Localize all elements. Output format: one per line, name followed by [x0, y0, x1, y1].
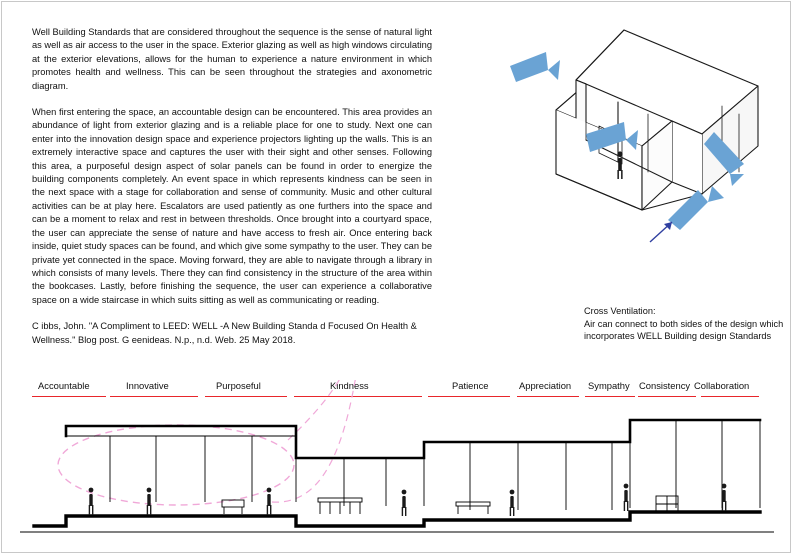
- section-label-sympathy: Sympathy: [588, 380, 630, 391]
- highlight-leader-top: [288, 380, 360, 440]
- section-label-collaboration: Collaboration: [694, 380, 750, 391]
- zoom-highlight-ellipse-icon: [58, 425, 294, 505]
- section-label-innovative: Innovative: [126, 380, 169, 391]
- section-label-appreciation: Appreciation: [519, 380, 572, 391]
- human-figure-icon: [267, 488, 272, 515]
- human-figure-icon: [722, 484, 727, 511]
- section-label-consistency: Consistency: [639, 380, 691, 391]
- axonometric-diagram: [436, 14, 788, 314]
- highlight-leader-bottom: [272, 380, 362, 502]
- section-label-kindness: Kindness: [330, 380, 369, 391]
- human-figure-icon: [624, 484, 629, 511]
- axonometric-svg: [436, 14, 788, 314]
- section-floor-profile: [34, 512, 760, 526]
- paragraph-1: Well Building Standards that are considered throughout the sequence is the sense of natural light as well as air access to the user in the space. Exterior glazing as well as high windows circulating at the exterior elevations, allows for the human to experience a nature environment in which promotes health and wellness. This can be seen throughout the strategies and axonometric diagram.: [32, 27, 432, 91]
- section-label-purposeful: Purposeful: [216, 380, 261, 391]
- citation: C ibbs, John. "A Compliment to LEED: WELL -A New Building Standa d Focused On Health & Wellness." Blog post. G eenideas. N.p., n.d. Web. 25 May 2018.: [32, 321, 417, 345]
- section-svg: [0, 380, 794, 556]
- section-partitions: [110, 420, 760, 510]
- vent-note-body: Air can connect to both sides of the design which incorporates WELL Building design Standards: [584, 318, 784, 342]
- human-figure-icon: [510, 490, 515, 516]
- text-column: [32, 26, 432, 347]
- section-drawing: [0, 380, 794, 556]
- paragraph-2: When first entering the space, an accountable design can be encountered. This area provides an abundance of light from exterior glazing and is a reliable place for one to study. Next one can enter into the innovation design space and experience projectors lighting up the walls. This is an extremely interactive space and captures the user with their sight and other senses. Following this area, a purposeful design aspect of solar panels can be found in order to energize the building components completely. An event space in which represents kindness can be seen in the next space with a stage for collaboration and sense of community. Music and other cultural activities can be at play here. Escalators are used patiently as one furthers into the space and can be a moment to relax and rest in between thresholds. Once brought into a courtyard space, the user can appreciate the sense of nature and have access to fresh air. Once entering back inside, quiet study spaces can be found, and which give some sympathy to the user. They can be private yet connected in the space. Moving forward, they are able to navigate through a library in which consists of many levels. There they can find consistency in the structure of the area within the bookcases. Lastly, before finishing the sequence, the user can experience a collaborative space on a wide staircase in which suits sitting as well as communicating or reading.: [32, 107, 432, 305]
- section-label-patience: Patience: [452, 380, 489, 391]
- cross-ventilation-note: [584, 305, 784, 343]
- human-figure-icon: [89, 488, 94, 515]
- section-roof-profile: [66, 420, 760, 458]
- human-figure-icon: [402, 490, 407, 516]
- section-label-accountable: Accountable: [38, 380, 90, 391]
- human-figure-icon: [147, 488, 152, 515]
- section-furniture: [222, 496, 678, 514]
- vent-note-title: Cross Ventilation:: [584, 306, 656, 316]
